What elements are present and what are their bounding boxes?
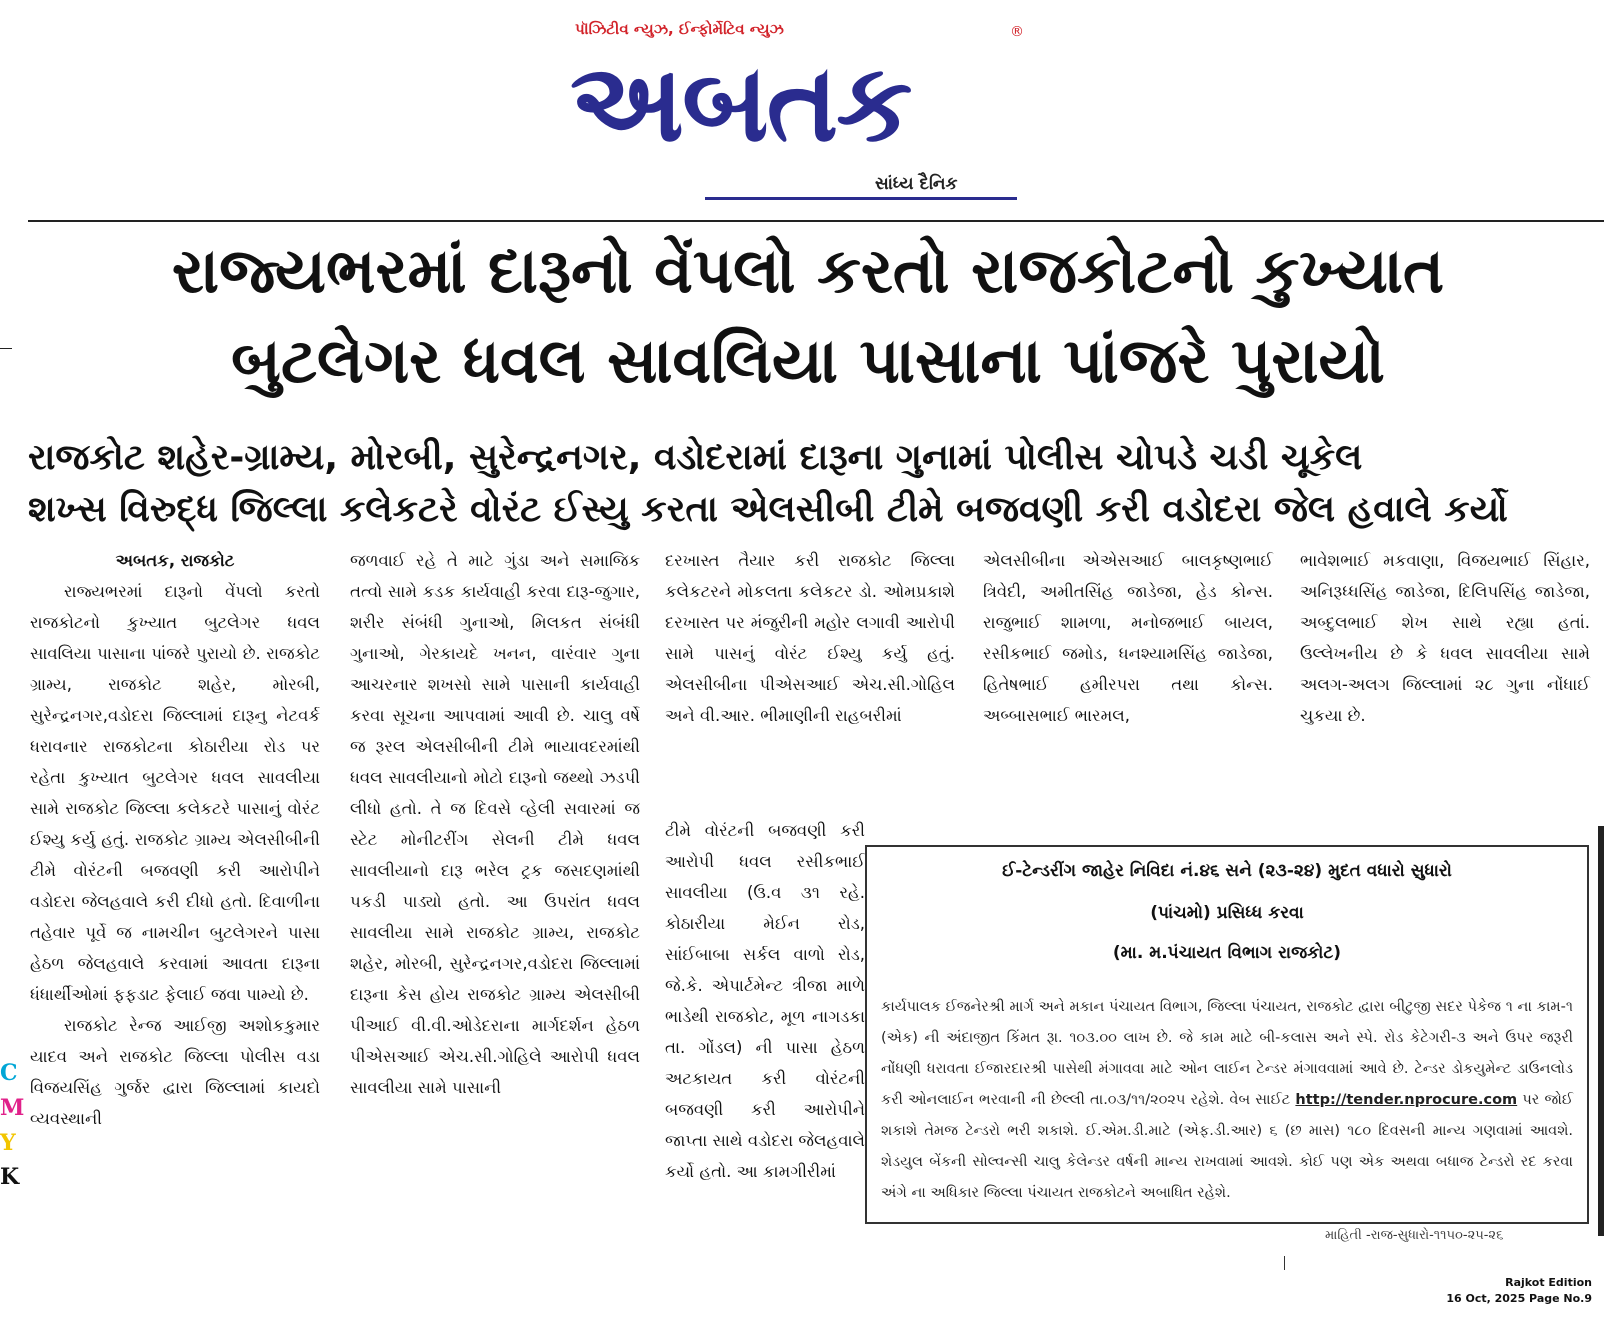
registered-mark: ®: [1010, 24, 1024, 40]
article-paragraph: રાજ્યભરમાં દારૂનો વેંપલો કરતો રાજકોટનો કુખ્યાત બુટલેગર ધવલ સાવલિયા પાસાના પાંજરે પુરાયો છે. રાજકોટ ગ્રામ્ય, રાજકોટ શહેર, મોરબી, સુરેન્દ્રનગર,વડોદરા જિલ્લામાં દારૂનુ નેટવર્ક ધરાવનાર રાજકોટના કોઠારીયા રોડ પર રહેતા કુખ્યાત બુટલેગર ધવલ સાવલીયા સામે રાજકોટ જિલ્લા કલેકટરે પાસાનું વોરંટ ઈશ્યુ કર્યુ હતું. રાજકોટ ગ્રામ્ય એલસીબીની ટીમે વોરંટની બજવણી કરી આરોપીને વડોદરા જેલહવાલે કરી દીધો હતો. દિવાળીના તહેવાર પૂર્વે જ નામચીન બુટલેગરને પાસા હેઠળ જેલહવાલે કરવામાં આવતા દારૂના ધંધાર્થીઓમાં ફફડાટ ફેલાઈ જવા પામ્યો છે.: [30, 582, 320, 1004]
tender-body-text: કાર્યપાલક ઈજનેરશ્રી માર્ગ અને મકાન પંચાયત વિભાગ, જિલ્લા પંચાયત, રાજકોટ દ્વારા બીટુજી સદર પેકેજ ૧ ના કામ-૧ (એક) ની અંદાજીત કિંમત રૂા. ૧૦૩.૦૦ લાખ છે. જે કામ માટે બી-કલાસ અને સ્પે. રોડ કેટેગરી-૩ અને ઉપર જરૂરી નોંધણી ધરાવતા ઈજારદારશ્રી પાસેથી મંગાવવા માટે ઓન લાઈન ટેન્ડર મંગાવવામાં આવે છે. ટેન્ડર ડોકયુમેન્ટ ડાઉનલોડ કરી ઓનલાઈન ભરવાની ની છેલ્લી તા.૦૩/૧૧/૨૦૨૫ રહેશે. વેબ સાઈટ: [881, 999, 1573, 1108]
edition-name: Rajkot Edition: [1505, 1276, 1592, 1289]
logo-wordmark: અબતક: [570, 41, 911, 166]
crop-tick: [1284, 1256, 1285, 1270]
article-paragraph: જળવાઈ રહે તે માટે ગુંડા અને સમાજિક તત્વો સામે કડક કાર્યવાહી કરવા દારૂ-જુગાર, શરીર સંબંધી ગુનાઓ, મિલકત સંબંધી ગુનાઓ, ગેરકાયદે ખનન, વારંવાર ગુના આચરનાર શખસો સામે પાસાની કાર્યવાહી કરવા સૂચના આપવામાં આવી છે. ચાલુ વર્ષે જ રૂરલ એલસીબીની ટીમે ભાયાવદરમાંથી ધવલ સાવલીયાનો મોટો દારૂનો જથ્થો ઝડપી લીધો હતો. તે જ દિવસે વ્હેલી સવારમાં જ સ્ટેટ મોનીટરીંગ સેલની ટીમે ધવલ સાવલીયાનો દારૂ ભરેલ ટ્રક જસદણમાંથી પકડી પાડ્યો હતો. આ ઉપરાંત ધવલ સાવલીયા સામે રાજકોટ ગ્રામ્ય, રાજકોટ શહેર, મોરબી, સુરેન્દ્રનગર,વડોદરા જિલ્લામાં દારૂના કેસ હોય રાજકોટ ગ્રામ્ય એલસીબી પીઆઈ વી.વી.ઓડેદરાના માર્ગદર્શન હેઠળ પીએસઆઈ એચ.સી.ગોહિલે આરોપી ધવલ સાવલીયા સામે પાસાની: [350, 551, 640, 1097]
article-column-3-top: [665, 545, 955, 731]
masthead-tagline: પૉઝિટીવ ન્યુઝ, ઈન્ફોર્મેટિવ ન્યુઝ: [575, 20, 784, 38]
article-column-1: [30, 545, 320, 1134]
tender-website-link[interactable]: http://tender.nprocure.com: [1295, 1092, 1518, 1108]
dateline: અબતક, રાજકોટ: [115, 551, 235, 570]
article-paragraph: દરખાસ્ત તૈયાર કરી રાજકોટ જિલ્લા કલેકટરને મોકલતા કલેકટર ડો. ઓમપ્રકાશે દરખાસ્ત પર મંજુરીની મહોર લગાવી આરોપી સામે પાસનું વોરંટ ઈશ્યુ કર્યુ હતું. એલસીબીના પીએસઆઈ એચ.સી.ગોહિલ અને વી.આર. ભીમાણીની રાહબરીમાં: [665, 551, 955, 725]
tender-body-text: પર જોઈ શકાશે તેમજ ટેન્ડરો ભરી શકાશે. ઈ.એમ.ડી.માટે (એફ.ડી.આર) ૬ (છ માસ) ૧૮૦ દિવસની માન્ય ગણવામાં આવશે. શેડયુલ બેંકની સોલ્વન્સી ચાલુ કેલેન્ડર વર્ષની માન્ય રાખવામાં આવશે. કોઈ પણ એક અથવા બધાજ ટેન્ડરો રદ કરવા અંગે ના અધિકાર જિલ્લા પંચાયત રાજકોટને અબાધિત રહેશે.: [881, 1092, 1574, 1201]
headline-line-1: રાજ્યભરમાં દારૂનો વેંપલો કરતો રાજકોટનો કુખ્યાત: [171, 234, 1445, 307]
edition-info: [1446, 1275, 1592, 1307]
article-column-5: [1300, 545, 1590, 731]
headline-line-2: બુટલેગર ધવલ સાવલિયા પાસાના પાંજરે પુરાયો: [231, 324, 1385, 397]
tender-body: [881, 992, 1573, 1209]
article-paragraph: ભાવેશભાઈ મકવાણા, વિજયભાઈ સિંહાર, અનિરૂધ્ધસિંહ જાડેજા, દિલિપસિંહ જાડેજા, અબ્દુલભાઈ શેખ સાથે રહ્યા હતાં. ઉલ્લેખનીય છે કે ધવલ સાવલીયા સામે અલગ-અલગ જિલ્લામાં ૨૮ ગુના નોંધાઈ ચુકયા છે.: [1300, 551, 1590, 725]
header-rule: [28, 220, 1604, 222]
tender-credit: માહિતી -રાજ-સુધારો-૧૧૫૦-૨૫-૨૬: [1325, 1228, 1504, 1243]
registration-mark-m: M: [0, 1095, 25, 1121]
masthead-underline: [705, 197, 1017, 200]
article-paragraph: એલસીબીના એએસઆઈ બાલકૃષ્ણભાઈ ત્રિવેદી, અમીતસિંહ જાડેજા, હેડ કોન્સ. રાજુભાઈ શામળા, મનોજભાઈ બાયલ, રસીકભાઈ જમોડ, ધનશ્યામસિંહ જાડેજા, હિતેષભાઈ હમીરપરા તથા કોન્સ. અબ્બાસભાઈ ભારમલ,: [983, 551, 1273, 725]
article-column-3-bottom: [665, 815, 865, 1187]
tender-notice: [865, 845, 1589, 1224]
page-edge-bar: [1598, 826, 1604, 1236]
registration-mark-k: K: [0, 1164, 20, 1190]
article-column-4: [983, 545, 1273, 731]
newspaper-logo: [570, 41, 1020, 166]
article-column-2: [350, 545, 640, 1103]
tender-title: ઈ-ટેન્ડરીંગ જાહેર નિવિદા નં.૪૬ સને (૨૩-૨૪) મુદત વધારો સુધારો: [1002, 861, 1452, 881]
subheadline-line-2: શખ્સ વિરુદ્ધ જિલ્લા કલેકટરે વોરંટ ઈસ્યુ કરતા એલસીબી ટીમે બજવણી કરી વડોદરા જેલ હવાલે કર્યો: [28, 489, 1508, 530]
tender-department: (મા. મ.પંચાયત વિભાગ રાજકોટ): [1112, 943, 1342, 963]
subheadline-line-1: રાજકોટ શહેર-ગ્રામ્ય, મોરબી, સુરેન્દ્રનગર, વડોદરામાં દારૂના ગુનામાં પોલીસ ચોપડે ચડી ચૂકેલ: [28, 437, 1363, 478]
registration-mark-c: C: [0, 1060, 18, 1086]
edition-date-page: 16 Oct, 2025 Page No.9: [1446, 1292, 1592, 1305]
masthead-subtitle: સાંધ્ય દૈનિક: [875, 174, 958, 194]
registration-mark-y: Y: [0, 1130, 16, 1156]
article-paragraph: ટીમે વોરંટની બજવણી કરી આરોપી ધવલ રસીકભાઈ સાવલીયા (ઉ.વ ૩૧ રહે. કોઠારીયા મેઈન રોડ, સાંઈબાબા સર્કલ વાળો રોડ, જે.કે. એપાર્ટમેન્ટ ત્રીજા માળે ભાડેથી રાજકોટ, મૂળ નાગડકા તા. ગોંડલ) ની પાસા હેઠળ અટકાયત કરી વોરંટની બજવણી કરી આરોપીને જાપ્તા સાથે વડોદરા જેલહવાલે કર્યો હતો. આ કામગીરીમાં: [665, 821, 865, 1181]
article-paragraph: રાજકોટ રેન્જ આઈજી અશોકકુમાર યાદવ અને રાજકોટ જિલ્લા પોલીસ વડા વિજયસિંહ ગુર્જર દ્વારા જિલ્લામાં કાયદો વ્યવસ્થાની: [30, 1016, 320, 1128]
tender-subtitle: (પાંચમો) પ્રસિધ્ધ કરવા: [1150, 903, 1304, 923]
edge-rule: [0, 348, 12, 349]
